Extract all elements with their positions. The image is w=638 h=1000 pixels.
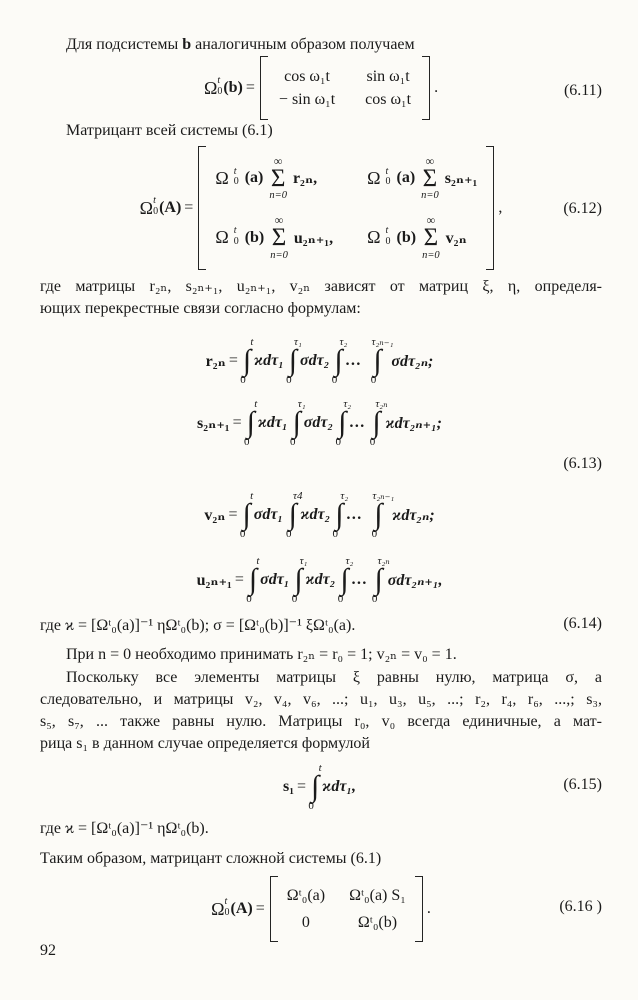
integral-with-limits — [239, 489, 254, 540]
equals-sign: = — [228, 352, 238, 369]
equation-s2n1 — [40, 392, 602, 454]
equation-6-15 — [40, 760, 602, 814]
integral-sign: ∫ — [374, 497, 383, 531]
integral-with-limits — [243, 397, 258, 448]
equation-lhs: r₂ₙ — [205, 353, 226, 370]
integral-sign: ∫ — [338, 405, 347, 439]
ellipsis: … — [346, 506, 363, 523]
paragraph-line: Поскольку все элементы матрицы ξ равны нулю, матрица σ, а — [66, 669, 602, 686]
matrix-cell-sum — [215, 214, 333, 261]
integral-with-limits — [371, 554, 390, 605]
integrand: ϰdτ₁ — [257, 414, 288, 431]
infinity-symbol: ∞ — [274, 213, 284, 227]
integral-lower-limit: 0 — [246, 592, 252, 605]
equation-r2n — [40, 330, 602, 392]
paragraph-thus: Таким образом, матрицант сложной системы (6.1) — [40, 850, 382, 867]
integral-upper-limit: τ₂ — [339, 335, 348, 348]
omega-supsub: t 0 — [153, 195, 159, 217]
omega-supsub: t 0 — [224, 896, 230, 918]
integral-lower-limit: 0 — [285, 527, 292, 540]
equation-6-16-lhs — [211, 898, 268, 920]
sum-sign: Σ — [270, 164, 286, 192]
matrix-6-11 — [277, 63, 413, 114]
integral-upper-limit: τ₁ — [299, 554, 308, 567]
omega-symbol: Ω — [211, 898, 225, 919]
paragraph-where-matrices — [40, 276, 602, 320]
equation-6-11 — [40, 56, 602, 120]
ellipsis: … — [349, 414, 366, 431]
integral-with-limits — [240, 335, 254, 386]
equals-sign: = — [234, 571, 244, 588]
integral-sign: ∫ — [334, 343, 343, 377]
integral-sign: ∫ — [373, 343, 382, 377]
sum-lower-limit: n=0 — [421, 190, 439, 202]
integral-lower-limit: 0 — [243, 435, 250, 448]
integral-lower-limit: 0 — [370, 373, 377, 386]
eq-label-6-15: (6.15) — [563, 776, 602, 793]
integral-with-limits — [291, 554, 308, 605]
equation-period: . — [434, 79, 439, 96]
matrix-6-12 — [215, 150, 477, 267]
integral-with-limits — [367, 489, 395, 540]
integral-upper-limit: τ4 — [293, 489, 303, 502]
matrix-cell-sum — [215, 155, 333, 202]
omega-argument: (b) — [244, 228, 265, 246]
integrand: σdτ₂ₙ; — [391, 353, 434, 370]
infinity-symbol: ∞ — [425, 153, 435, 168]
integral-lower-limit: 0 — [240, 373, 246, 386]
integral-with-limits — [286, 335, 302, 386]
sum-with-limits — [269, 155, 287, 202]
omega-argument: (b) — [396, 228, 417, 246]
integral-lower-limit: 0 — [289, 435, 296, 448]
line-kappa-sigma-definition: где ϰ = [Ωᵗ₀(a)]⁻¹ ηΩᵗ₀(b); σ = [Ωᵗ₀(b)]⁻¹ ξΩᵗ₀(a). — [40, 617, 356, 634]
omega-argument: (A) — [159, 199, 182, 216]
equation-v2n — [40, 484, 602, 546]
matrix-cell: cos ω₁t — [365, 90, 412, 108]
integral-upper-limit: t — [318, 761, 322, 774]
sum-with-limits — [422, 214, 440, 261]
integral-upper-limit: τ₂ₙ — [375, 397, 388, 410]
ellipsis: … — [351, 571, 368, 588]
integral-sign: ∫ — [372, 405, 381, 439]
integral-upper-limit: τ₂ₙ₋₁ — [372, 489, 395, 502]
equation-lhs: v₂ₙ — [204, 507, 226, 524]
integral-sign: ∫ — [242, 497, 251, 531]
paragraph-line: s₅, s₇, ... также равны нулю. Матрицы r₀, v₀ всегда единичные, а мат- — [40, 713, 602, 730]
integral-lower-limit: 0 — [291, 592, 298, 605]
equals-sign: = — [297, 778, 307, 795]
integral-with-limits — [367, 335, 394, 386]
matrix-cell: Ωᵗ₀(a) S₁ — [349, 886, 406, 904]
omega-supsub: t 0 — [233, 224, 239, 247]
equation-6-16 — [40, 876, 602, 942]
integral-upper-limit: t — [254, 397, 258, 410]
eq-label-6-14: (6.14) — [563, 615, 602, 632]
sum-lower-limit: n=0 — [422, 249, 440, 261]
sum-sign: Σ — [422, 164, 438, 192]
omega-symbol: Ω — [215, 167, 229, 188]
omega-argument: (A) — [230, 900, 253, 917]
series-term: u₂ₙ₊₁, — [293, 229, 334, 247]
series-term: s₂ₙ₊₁ — [444, 170, 478, 188]
integral-sign: ∫ — [335, 497, 344, 531]
integral-upper-limit: t — [256, 554, 260, 567]
integral-lower-limit: 0 — [286, 373, 292, 386]
integral-sign: ∫ — [246, 405, 255, 439]
equation-comma: , — [498, 199, 503, 216]
sum-with-limits — [270, 214, 288, 261]
matrix-bracket-left — [198, 146, 206, 270]
integral-sign: ∫ — [242, 343, 252, 377]
integrand: σdτ₁ — [253, 506, 284, 523]
integral-sign: ∫ — [288, 343, 298, 377]
integral-upper-limit: τ₂ₙ — [377, 554, 390, 567]
omega-supsub: t 0 — [385, 165, 391, 188]
omega-supsub: t 0 — [217, 75, 223, 97]
omega-supsub: t 0 — [385, 224, 391, 247]
paragraph-line: следовательно, и матрицы v₂, v₄, v₆, ...; u₁, u₃, u₅, ...; r₂, r₄, r₆, ...,; s₃, — [40, 691, 602, 708]
sum-lower-limit: n=0 — [269, 190, 287, 202]
equals-sign: = — [184, 199, 194, 216]
omega-symbol: Ω — [203, 77, 218, 98]
matrix-cell-sum — [367, 214, 477, 261]
infinity-symbol: ∞ — [426, 213, 436, 227]
paragraph-line: рица s₁ в данном случае определяется формулой — [40, 735, 370, 752]
integral-lower-limit: 0 — [308, 799, 314, 812]
matrix-bracket-right — [415, 876, 423, 942]
integral-sign: ∫ — [294, 562, 303, 596]
integrand: σdτ₂ₙ₊₁, — [387, 572, 443, 589]
integrand: ϰdτ₁ — [254, 352, 284, 369]
paragraph-matricant: Матрицант всей системы (6.1) — [66, 122, 273, 139]
equals-sign: = — [232, 414, 242, 431]
integral-upper-limit: τ₂ — [340, 489, 349, 502]
integrand: σdτ₁ — [260, 571, 290, 588]
integral-lower-limit: 0 — [239, 527, 246, 540]
paragraph-intro-post: аналогичным образом получаем — [191, 36, 415, 53]
integral-with-limits — [337, 554, 354, 605]
series-term: r₂ₙ, — [292, 170, 318, 188]
integral-sign: ∫ — [340, 562, 349, 596]
integrand: ϰdτ₁, — [322, 778, 356, 795]
line-kappa-definition: где ϰ = [Ωᵗ₀(a)]⁻¹ ηΩᵗ₀(b). — [40, 820, 209, 837]
equation-lhs: u₂ₙ₊₁ — [196, 572, 232, 589]
matrix-cell: cos ω₁t — [284, 67, 330, 85]
equation-u2n1 — [40, 549, 602, 611]
sum-with-limits — [421, 155, 439, 202]
matrix-cell: − sin ω₁t — [278, 90, 336, 108]
integral-with-limits — [335, 397, 352, 448]
eq-label-6-16: (6.16 ) — [559, 898, 602, 915]
integral-sign: ∫ — [248, 562, 258, 596]
eq-label-6-11: (6.11) — [563, 82, 602, 99]
omega-argument: (a) — [396, 169, 416, 187]
eq-label-6-12: (6.12) — [563, 200, 602, 217]
matrix-bracket-left — [260, 56, 268, 120]
matrix-bracket-left — [270, 876, 278, 942]
equation-lhs: s₂ₙ₊₁ — [197, 415, 230, 432]
integral-lower-limit: 0 — [332, 527, 339, 540]
equation-lhs: s₁ — [282, 778, 295, 795]
omega-supsub: t 0 — [233, 165, 239, 188]
integral-upper-limit: τ₁ — [294, 335, 302, 348]
omega-symbol: Ω — [215, 227, 229, 248]
integral-with-limits — [246, 554, 260, 605]
integrand: σdτ₂ — [300, 352, 330, 369]
integral-lower-limit: 0 — [371, 527, 378, 540]
matrix-cell: Ωᵗ₀(a) — [286, 886, 326, 904]
sum-sign: Σ — [271, 224, 287, 251]
matrix-6-16 — [287, 883, 406, 936]
equals-sign: = — [255, 900, 265, 917]
equation-period: . — [426, 900, 431, 917]
matrix-bracket-right — [422, 56, 430, 120]
integral-with-limits — [289, 397, 306, 448]
matrix-cell: sin ω₁t — [366, 67, 410, 85]
integral-sign: ∫ — [311, 769, 320, 803]
integral-sign: ∫ — [292, 405, 301, 439]
integral-upper-limit: τ₂ₙ₋₁ — [371, 335, 394, 348]
eq-label-6-13: (6.13) — [563, 455, 602, 472]
sum-sign: Σ — [423, 224, 439, 251]
integral-lower-limit: 0 — [335, 435, 341, 448]
integral-upper-limit: τ₁ — [297, 397, 306, 410]
omega-argument: (b) — [223, 79, 243, 96]
integral-with-limits — [369, 397, 388, 448]
vector-b-symbol: b — [182, 36, 192, 53]
integral-with-limits — [331, 335, 348, 386]
integral-sign: ∫ — [374, 562, 383, 596]
paragraph-line: ющих перекрестные связи согласно формулам: — [40, 300, 361, 317]
omega-symbol: Ω — [139, 197, 154, 218]
paragraph-intro-pre: Для подсистемы — [66, 36, 183, 53]
integral-upper-limit: t — [250, 335, 254, 348]
equation-6-12 — [40, 146, 602, 270]
equals-sign: = — [245, 79, 255, 96]
page-number: 92 — [40, 942, 56, 959]
matrix-cell: 0 — [301, 913, 310, 931]
matrix-cell: Ωᵗ₀(b) — [357, 913, 398, 931]
matrix-cell-sum — [367, 155, 477, 202]
paragraph-intro — [40, 34, 602, 56]
omega-symbol: Ω — [367, 167, 381, 188]
infinity-symbol: ∞ — [273, 153, 283, 168]
sum-lower-limit: n=0 — [270, 249, 288, 261]
equation-6-11-lhs — [204, 77, 258, 99]
paragraph-n0-remark: При n = 0 необходимо принимать r₂ₙ = r₀ = 1; v₂ₙ = v₀ = 1. — [66, 646, 457, 663]
equals-sign: = — [228, 506, 238, 523]
integral-upper-limit: τ₂ — [345, 554, 354, 567]
paragraph-zero-matrices — [40, 667, 602, 755]
paragraph-line: где матрицы r₂ₙ, s₂ₙ₊₁, u₂ₙ₊₁, v₂ₙ зависят от матриц ξ, η, определя- — [40, 278, 602, 295]
integrand: ϰdτ₂ — [300, 506, 331, 523]
integrand: ϰdτ₂ — [305, 571, 336, 588]
integral-upper-limit: τ₂ — [343, 397, 352, 410]
integral-upper-limit: t — [250, 489, 254, 502]
integrand: ϰdτ₂ₙ₊₁; — [385, 415, 442, 432]
integral-with-limits — [308, 761, 322, 812]
omega-symbol: Ω — [367, 227, 381, 248]
equation-6-12-lhs — [140, 197, 197, 219]
integral-lower-limit: 0 — [337, 592, 344, 605]
integral-with-limits — [285, 489, 303, 540]
integrand: ϰdτ₂ₙ; — [392, 507, 435, 524]
omega-argument: (a) — [244, 169, 264, 187]
integral-sign: ∫ — [288, 497, 297, 531]
integral-lower-limit: 0 — [369, 435, 376, 448]
integral-with-limits — [332, 489, 349, 540]
series-term: v₂ₙ — [445, 229, 467, 247]
integral-lower-limit: 0 — [371, 592, 378, 605]
integral-lower-limit: 0 — [331, 373, 338, 386]
matrix-bracket-right — [486, 146, 494, 270]
ellipsis: … — [345, 352, 362, 369]
integrand: σdτ₂ — [303, 414, 334, 431]
